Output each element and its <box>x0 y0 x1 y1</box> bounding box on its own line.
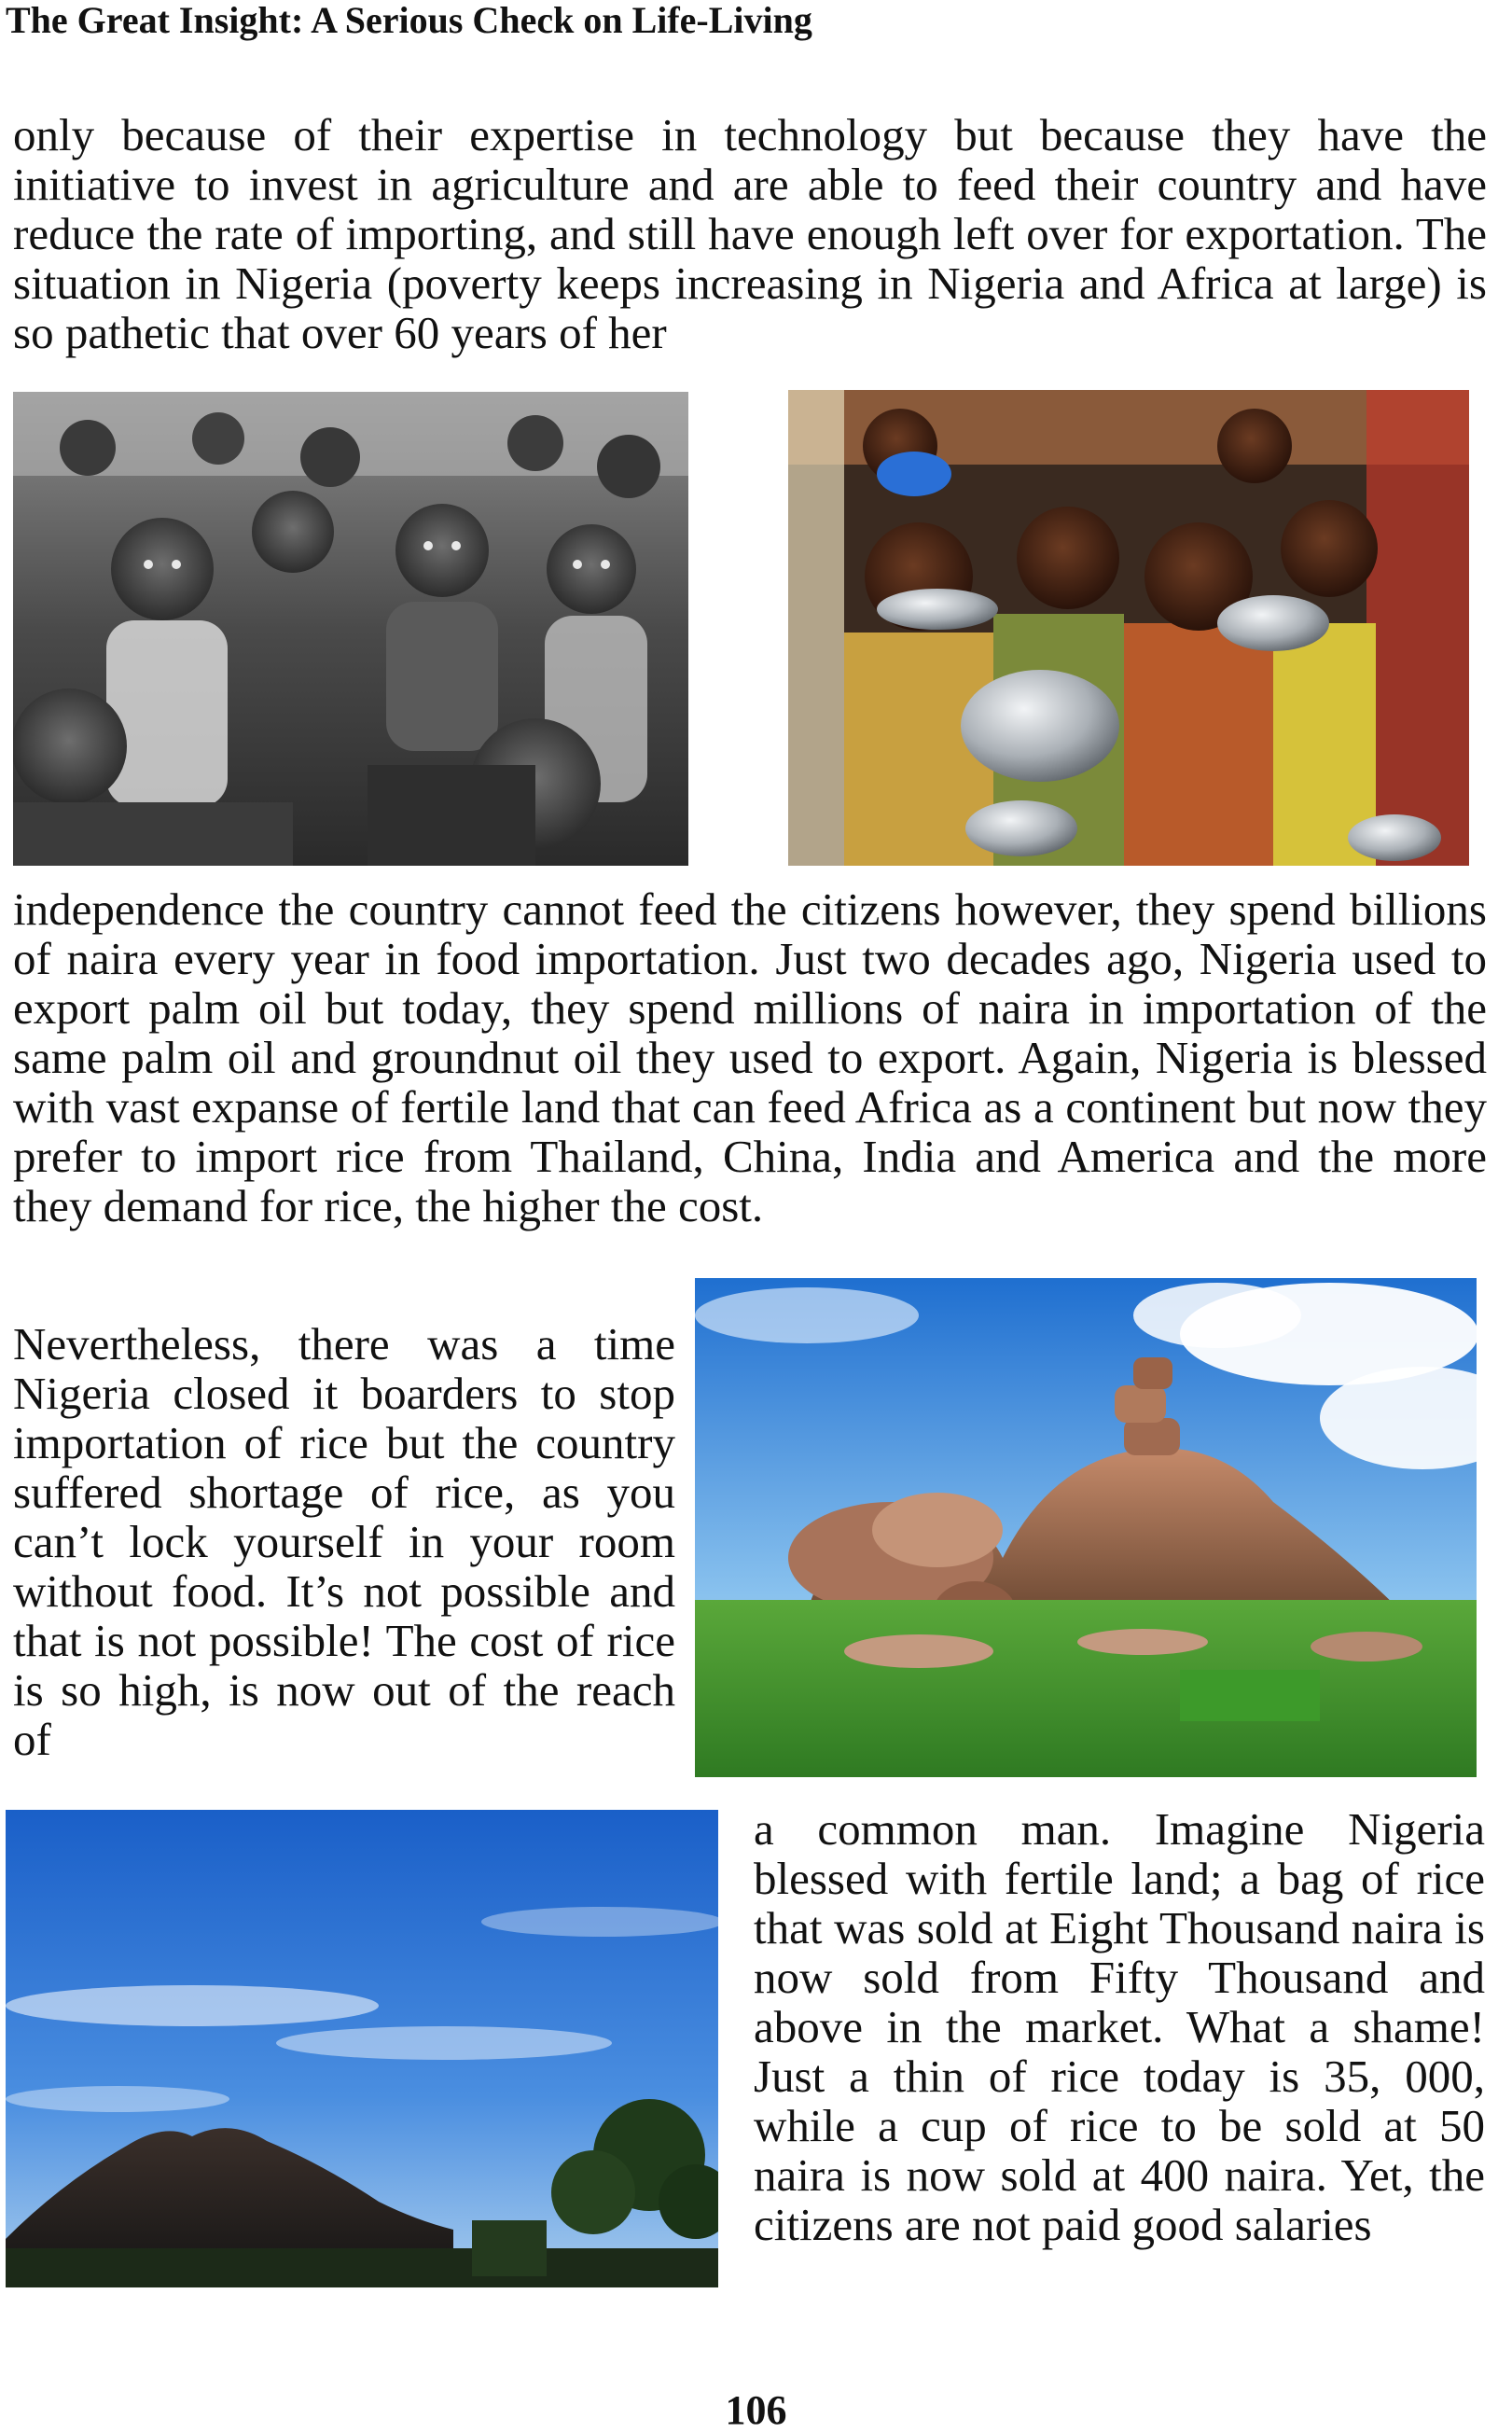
body-paragraph-3: Nevertheless, there was a time Nigeria closed it boarders to stop importation of rice but the country suffered shortage of rice, as you can’t lock yourself in your room without food. It’s not possible and that is not possible! The cost of rice is so high, is now out of the reach of <box>13 1318 675 1765</box>
rock-formation-photo <box>695 1278 1477 1777</box>
children-with-bowls-photo <box>788 390 1469 866</box>
body-paragraph-2: independence the country cannot feed the citizens however, they spend billions of naira every year in food importation. Just two decades ago, Nigeria used to export palm oil but today, they spend millions of naira in importation of the same palm oil and groundnut oil they used to export. Again, Nigeria is blessed with vast expanse of fertile land that can feed Africa as a continent but now they prefer to import rice from Thailand, China, India and America and the more they demand for rice, the higher the cost. <box>13 883 1487 1231</box>
mountain-sky-photo <box>6 1810 718 2287</box>
page-number: 106 <box>725 2387 787 2433</box>
running-header: The Great Insight: A Serious Check on Life-Living <box>6 0 812 41</box>
body-paragraph-1: only because of their expertise in technology but because they have the initiative to invest in agriculture and are able to feed their country and have reduce the rate of importing, and still have enough left over for exportation. The situation in Nigeria (poverty keeps increasing in Nigeria and Africa at large) is so pathetic that over 60 years of her <box>13 109 1487 358</box>
children-bw-photo <box>13 392 688 866</box>
body-paragraph-4: a common man. Imagine Nigeria blessed with fertile land; a bag of rice that was sold at Eight Thousand naira is now sold from Fifty Thousand and above in the market. What a shame! Just a thin of rice today is 35, 000, while a cup of rice to be sold at 50 naira is now sold at 400 naira. Yet, the citizens are not paid good salaries <box>754 1803 1485 2250</box>
